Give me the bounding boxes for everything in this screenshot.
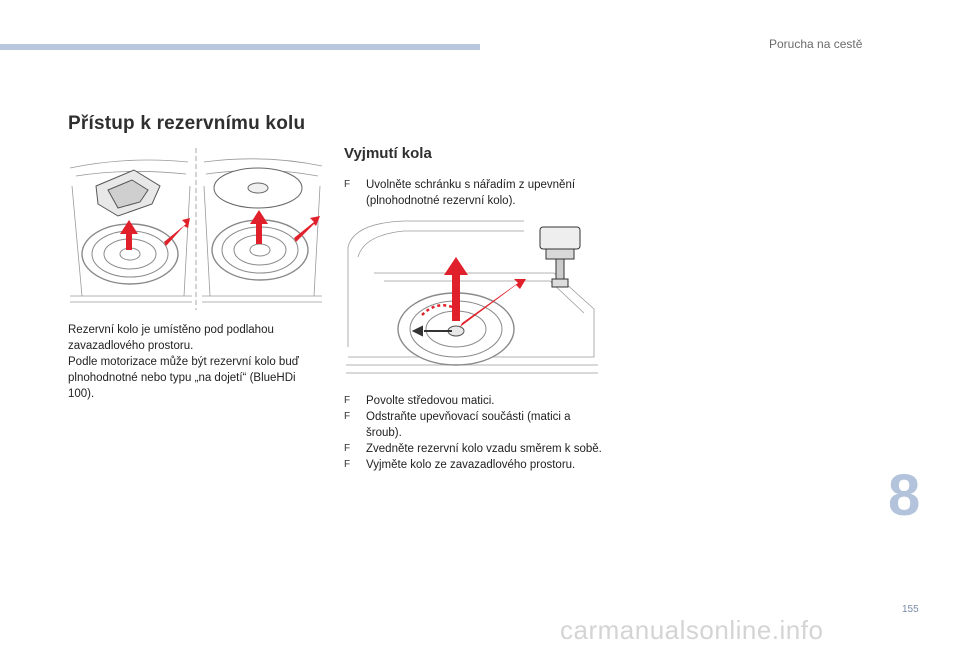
list-item — [344, 441, 604, 457]
spare-wheel-access-illustration — [68, 146, 324, 312]
list-item — [344, 457, 604, 473]
step-text: Uvolněte schránku s nářadím z upevnění (plnohodnotné rezervní kolo). — [366, 179, 576, 207]
intro-paragraph-1: Rezervní kolo je umístěno pod podlahou zavazadlového prostoru. — [68, 324, 274, 352]
watermark: carmanualsonline.info — [560, 615, 824, 645]
list-item — [344, 393, 604, 409]
list-item — [344, 409, 604, 441]
section-title: Porucha na cestě — [769, 37, 863, 51]
header-accent-bar — [0, 44, 480, 50]
step-text: Odstraňte upevňovací součásti (matici a šroub). — [366, 411, 571, 439]
bullet-icon: F — [344, 443, 351, 454]
chapter-number: 8 — [888, 463, 921, 528]
wheel-removal-illustration — [344, 217, 600, 385]
bullet-icon: F — [344, 411, 351, 422]
list-item — [344, 177, 604, 209]
bullet-icon: F — [344, 459, 351, 470]
bullet-icon: F — [344, 179, 351, 190]
removal-first-step-list — [344, 177, 604, 209]
removal-heading: Vyjmutí kola — [344, 145, 432, 162]
page-number: 155 — [902, 604, 919, 615]
removal-steps-list — [344, 393, 604, 473]
step-text: Vyjměte kolo ze zavazadlového prostoru. — [366, 459, 576, 471]
page-title: Přístup k rezervnímu kolu — [68, 113, 306, 134]
intro-paragraph-2: Podle motorizace může být rezervní kolo buď plnohodnotné nebo typu „na dojetí“ (BlueHDi 100). — [68, 356, 299, 400]
step-text: Povolte středovou matici. — [366, 395, 495, 407]
step-text: Zvedněte rezervní kolo vzadu směrem k sobě. — [366, 443, 602, 455]
bullet-icon: F — [344, 395, 351, 406]
intro-text — [68, 322, 300, 402]
